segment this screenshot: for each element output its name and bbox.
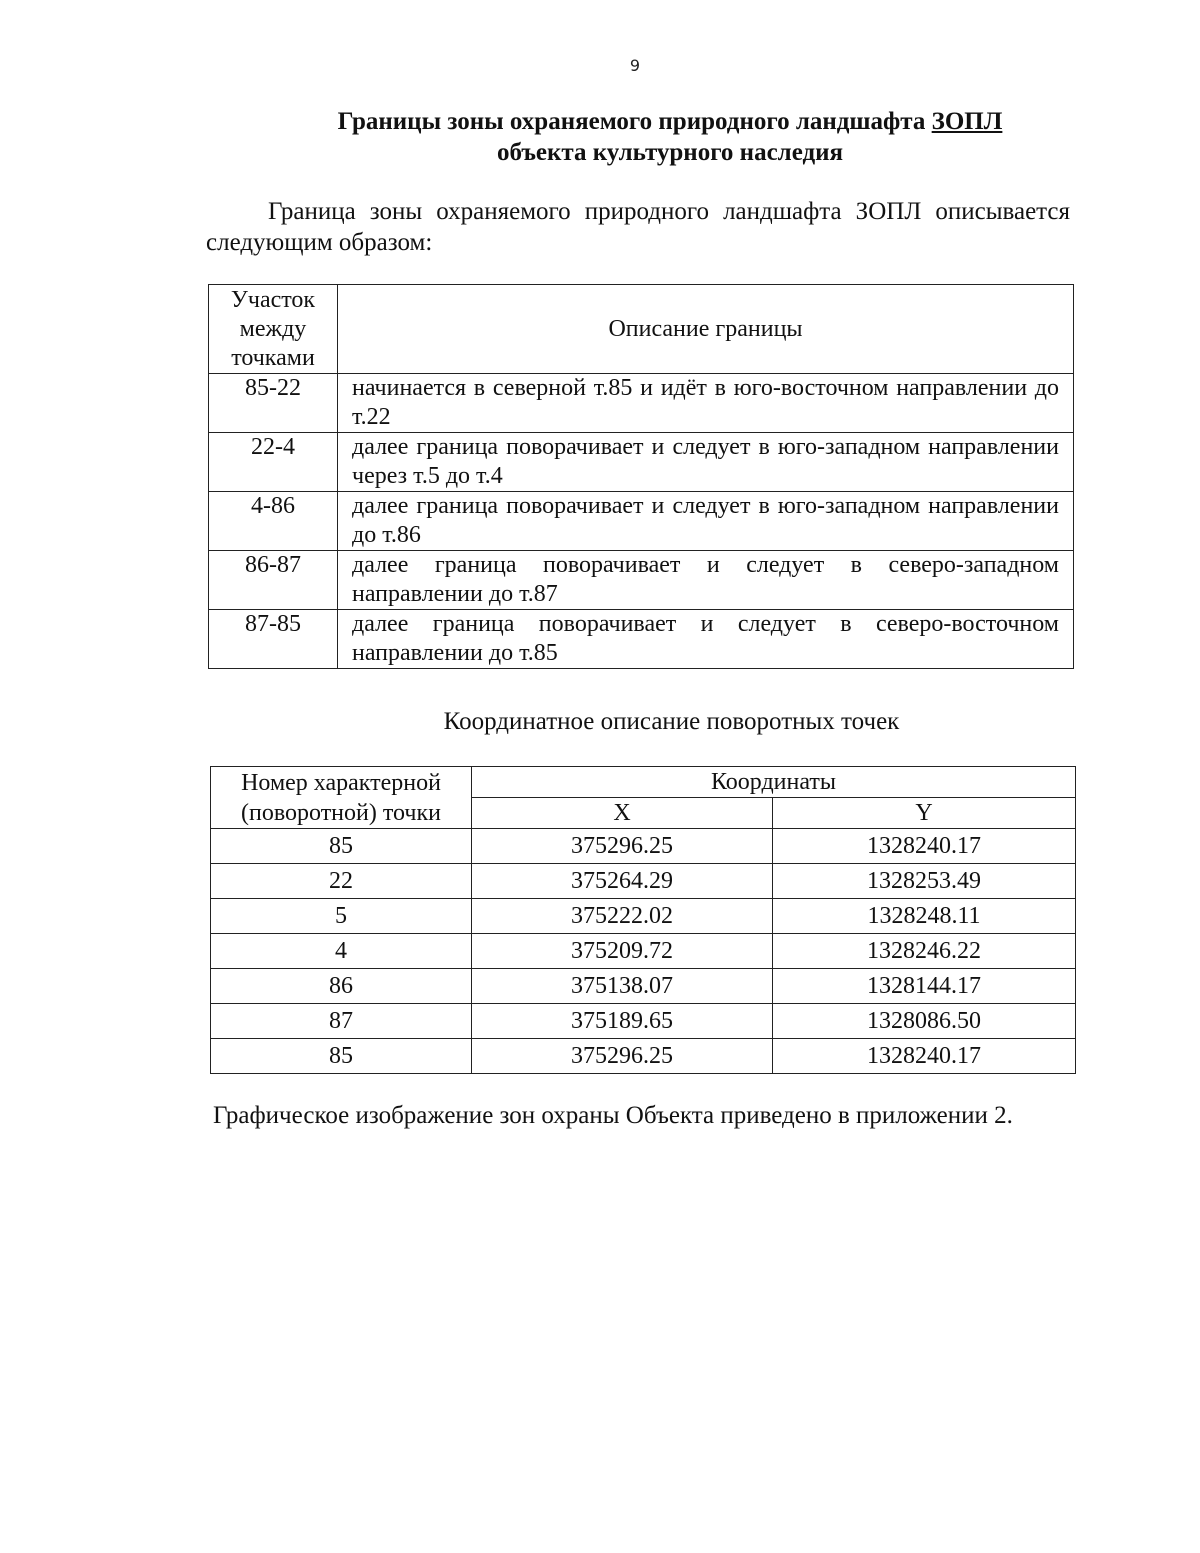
table-row xyxy=(209,551,1074,610)
point-cell: 85 xyxy=(211,829,472,864)
table-row xyxy=(209,374,1074,433)
y-cell: 1328248.11 xyxy=(773,899,1076,934)
y-cell: 1328246.22 xyxy=(773,934,1076,969)
x-cell: 375296.25 xyxy=(472,829,773,864)
table-row xyxy=(209,433,1074,492)
table-row xyxy=(211,1004,1076,1039)
description-cell: далее граница поворачивает и следует в юго-западном направлении до т.86 xyxy=(338,492,1074,551)
segment-cell: 4-86 xyxy=(209,492,338,551)
table-header-row xyxy=(209,285,1074,374)
point-cell: 5 xyxy=(211,899,472,934)
table-row xyxy=(211,829,1076,864)
page-number: 9 xyxy=(629,56,641,75)
x-cell: 375222.02 xyxy=(472,899,773,934)
description-cell: начинается в северной т.85 и идёт в юго-восточном направлении до т.22 xyxy=(338,374,1074,433)
table-row xyxy=(211,899,1076,934)
y-cell: 1328144.17 xyxy=(773,969,1076,1004)
title-line2: объекта культурного наследия xyxy=(496,139,844,166)
y-cell: 1328240.17 xyxy=(773,829,1076,864)
x-cell: 375138.07 xyxy=(472,969,773,1004)
point-cell: 85 xyxy=(211,1039,472,1074)
title-line1-prefix: Границы зоны охраняемого природного ландшафта xyxy=(337,108,932,135)
y-cell: 1328253.49 xyxy=(773,864,1076,899)
description-cell: далее граница поворачивает и следует в северо-западном направлении до т.87 xyxy=(338,551,1074,610)
table-row xyxy=(211,864,1076,899)
point-cell: 87 xyxy=(211,1004,472,1039)
appendix-reference-note: Графическое изображение зон охраны Объекта приведено в приложении 2. xyxy=(213,1102,1013,1129)
table-row xyxy=(211,934,1076,969)
y-cell: 1328240.17 xyxy=(773,1039,1076,1074)
coords-caption: Координатное описание поворотных точек xyxy=(443,708,900,735)
point-cell: 86 xyxy=(211,969,472,1004)
table-row xyxy=(211,1039,1076,1074)
coordinates-table xyxy=(210,766,1076,1074)
title-zone-abbreviation: ЗОПЛ xyxy=(931,108,1003,135)
y-cell: 1328086.50 xyxy=(773,1004,1076,1039)
segment-cell: 86-87 xyxy=(209,551,338,610)
header-segment: Участок между точками xyxy=(209,285,338,374)
header-point-number: Номер характерной (поворотной) точки xyxy=(211,767,472,829)
segment-cell: 22-4 xyxy=(209,433,338,492)
x-cell: 375209.72 xyxy=(472,934,773,969)
intro-paragraph: Граница зоны охраняемого природного ландшафта ЗОПЛ описывается следующим образом: xyxy=(206,198,1070,256)
table-header-row xyxy=(211,767,1076,798)
table-row xyxy=(209,492,1074,551)
x-cell: 375296.25 xyxy=(472,1039,773,1074)
description-cell: далее граница поворачивает и следует в северо-восточном направлении до т.85 xyxy=(338,610,1074,669)
point-cell: 4 xyxy=(211,934,472,969)
segment-cell: 87-85 xyxy=(209,610,338,669)
boundary-description-table xyxy=(208,284,1074,669)
header-coordinates: Координаты xyxy=(472,767,1076,798)
segment-cell: 85-22 xyxy=(209,374,338,433)
header-description: Описание границы xyxy=(338,285,1074,374)
table-row xyxy=(211,969,1076,1004)
document-title xyxy=(300,106,1040,168)
x-cell: 375264.29 xyxy=(472,864,773,899)
table-row xyxy=(209,610,1074,669)
x-cell: 375189.65 xyxy=(472,1004,773,1039)
header-y: Y xyxy=(773,798,1076,829)
description-cell: далее граница поворачивает и следует в юго-западном направлении через т.5 до т.4 xyxy=(338,433,1074,492)
point-cell: 22 xyxy=(211,864,472,899)
header-x: X xyxy=(472,798,773,829)
